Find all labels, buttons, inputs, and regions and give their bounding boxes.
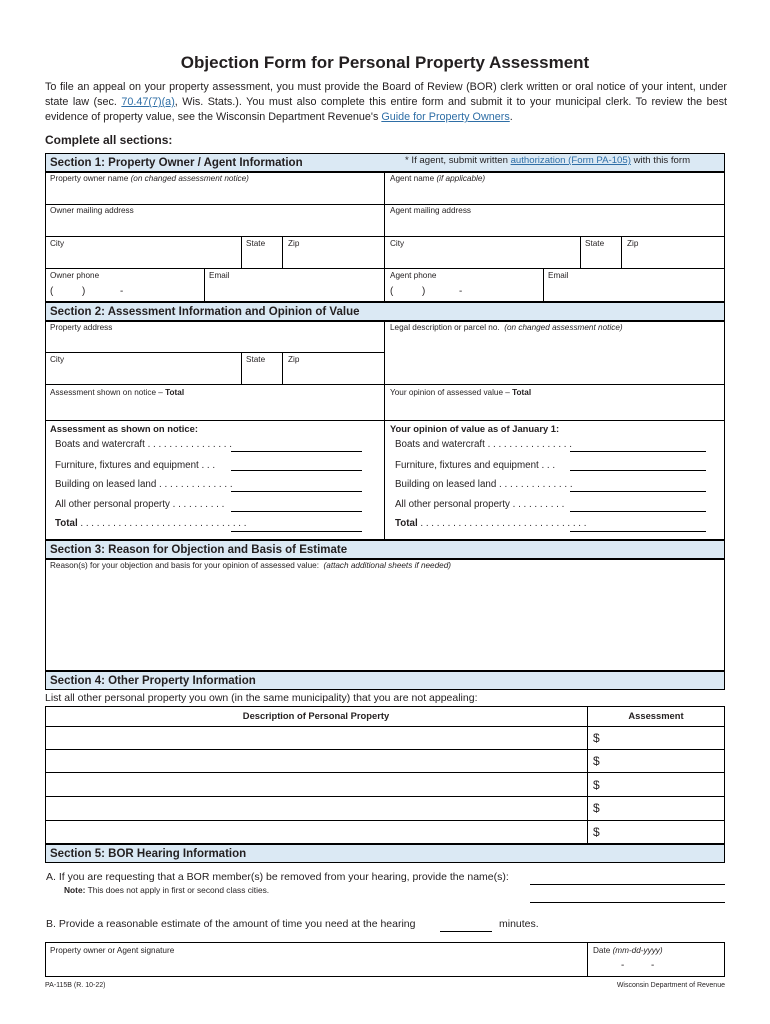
intro-text-1: To file an appeal on your property assessment, you must provide the Board of Review (BOR) clerk written or oral notice of your intent, under state law (sec.: [45, 81, 727, 108]
assess-item-other: [55, 499, 224, 510]
owner-zip-field[interactable]: Zip: [288, 239, 300, 248]
bor-removal-text: A. If you are requesting that a BOR member(s) be removed from your hearing, provide the name(s):: [46, 871, 509, 883]
intro-paragraph: [45, 80, 727, 125]
opinion-boats-line[interactable]: [570, 451, 706, 452]
section1-title: Section 1: Property Owner / Agent Information: [50, 157, 303, 169]
date-label: Date: [593, 946, 611, 955]
opinion-item-total: [395, 518, 586, 529]
form-title: Objection Form for Personal Property Assessment: [180, 53, 590, 72]
section4-instruction: List all other personal property you own (in the same municipality) that you are not appealing:: [45, 692, 478, 704]
intro-text-2: , Wis. Stats.). You must also complete this entire form and submit it to your municipal clerk. To review the best evidence of property value, see the Wisconsin Department Revenue's: [45, 96, 727, 123]
agent-phone-field[interactable]: Agent phone: [390, 271, 437, 280]
owner-name-field[interactable]: [50, 174, 249, 183]
agent-phone-open: (: [390, 286, 394, 297]
owner-name-note: (on changed assessment notice): [130, 174, 249, 183]
reason-note: (attach additional sheets if needed): [323, 561, 451, 570]
agent-note-suffix: with this form: [630, 155, 691, 166]
bor-note: [64, 885, 269, 895]
owner-phone-dash: -: [120, 286, 124, 297]
assessment-total-bold: Total: [165, 388, 185, 397]
assess-boats-dots: . . . . . . . . . . . . . . . .: [144, 439, 232, 450]
opinion-building-line[interactable]: [570, 491, 706, 492]
reason-label-text: Reason(s) for your objection and basis for your opinion of assessed value:: [50, 561, 319, 570]
assess-building-line[interactable]: [231, 491, 362, 492]
assessment-total-field[interactable]: [50, 388, 184, 397]
property-zip-field[interactable]: Zip: [288, 355, 300, 364]
assess-total-label: Total: [55, 518, 78, 529]
row1-assessment[interactable]: $: [593, 731, 600, 745]
assessment-heading: Assessment as shown on notice:: [50, 423, 198, 434]
opinion-item-boats: [395, 439, 572, 450]
opinion-other-label: All other personal property: [395, 499, 510, 510]
opinion-total-line[interactable]: [570, 531, 706, 532]
date-field[interactable]: [593, 946, 663, 955]
opinion-furniture-line[interactable]: [570, 470, 706, 471]
opinion-total-row-label: Total: [395, 518, 418, 529]
opinion-total-bold: Total: [512, 388, 532, 397]
assess-boats-label: Boats and watercraft: [55, 439, 145, 450]
bor-removal-line-2[interactable]: [530, 902, 725, 903]
assess-building-dots: . . . . . . . . . . . . . .: [156, 479, 233, 490]
hearing-time-text: B. Provide a reasonable estimate of the amount of time you need at the hearing: [46, 918, 416, 930]
property-address-field[interactable]: Property address: [50, 323, 113, 332]
agent-note: [405, 155, 690, 166]
section3-header: [45, 540, 725, 559]
agent-state-field[interactable]: State: [585, 239, 605, 248]
assess-item-total: [55, 518, 246, 529]
agent-phone-dash: -: [459, 286, 463, 297]
section5-title: Section 5: BOR Hearing Information: [50, 848, 247, 860]
opinion-total-label: Your opinion of assessed value –: [390, 388, 513, 397]
assess-total-dots: . . . . . . . . . . . . . . . . . . . . . . . . . . . . . . .: [77, 518, 247, 529]
opinion-heading: Your opinion of value as of January 1:: [390, 423, 560, 434]
opinion-furniture-label: Furniture, fixtures and equipment: [395, 460, 539, 471]
agent-city-field[interactable]: City: [390, 239, 405, 248]
legal-description-note: (on changed assessment notice): [504, 323, 623, 332]
row3-assessment[interactable]: $: [593, 778, 600, 792]
row2-assessment[interactable]: $: [593, 754, 600, 768]
opinion-item-furniture: [395, 460, 555, 471]
form-id: PA-115B (R. 10-22): [45, 982, 106, 989]
legal-description-label: Legal description or parcel no.: [390, 323, 500, 332]
bor-note-text: This does not apply in first or second class cities.: [85, 885, 270, 895]
owner-phone-field[interactable]: Owner phone: [50, 271, 100, 280]
assess-furniture-dots: . . .: [198, 460, 216, 471]
date-dash-2: -: [651, 960, 655, 971]
opinion-total-field[interactable]: [390, 388, 531, 397]
assess-furniture-label: Furniture, fixtures and equipment: [55, 460, 199, 471]
assess-item-furniture: [55, 460, 215, 471]
assess-furniture-line[interactable]: [231, 470, 362, 471]
section4-header: [45, 671, 725, 690]
assess-total-line[interactable]: [231, 531, 362, 532]
opinion-furniture-dots: . . .: [538, 460, 556, 471]
signature-field[interactable]: Property owner or Agent signature: [50, 946, 175, 955]
opinion-item-building: [395, 479, 573, 490]
date-dash-1: -: [621, 960, 625, 971]
agent-phone-close: ): [422, 286, 426, 297]
owner-state-field[interactable]: State: [246, 239, 266, 248]
authorization-link[interactable]: authorization (Form PA-105): [510, 155, 631, 166]
opinion-item-other: [395, 499, 564, 510]
assess-other-dots: . . . . . . . . . .: [169, 499, 225, 510]
owner-city-field[interactable]: City: [50, 239, 65, 248]
opinion-boats-dots: . . . . . . . . . . . . . . . .: [484, 439, 572, 450]
intro-text-3: .: [509, 111, 513, 123]
agency-name: Wisconsin Department of Revenue: [616, 982, 725, 989]
date-format: (mm-dd-yyyy): [612, 946, 663, 955]
assess-other-label: All other personal property: [55, 499, 170, 510]
opinion-other-line[interactable]: [570, 511, 706, 512]
bor-removal-line-1[interactable]: [530, 884, 725, 885]
reason-label: [50, 561, 451, 570]
row5-assessment[interactable]: $: [593, 825, 600, 839]
property-city-field[interactable]: City: [50, 355, 65, 364]
hearing-time-suffix: minutes.: [499, 918, 539, 930]
section1-grid: [45, 172, 725, 302]
guide-link[interactable]: Guide for Property Owners: [381, 111, 510, 123]
agent-note-prefix: * If agent, submit written: [405, 155, 511, 166]
agent-name-label: Agent name: [390, 174, 435, 183]
section2-title: Section 2: Assessment Information and Opinion of Value: [50, 306, 360, 318]
assess-other-line[interactable]: [231, 511, 362, 512]
property-state-field[interactable]: State: [246, 355, 266, 364]
complete-all-heading: Complete all sections:: [45, 133, 173, 147]
statute-link[interactable]: 70.47(7)(a): [121, 96, 175, 108]
reason-textarea[interactable]: [45, 559, 725, 671]
col-assessment-header: Assessment: [628, 710, 684, 721]
opinion-total-dots: . . . . . . . . . . . . . . . . . . . . . . . . . . . . . . .: [417, 518, 587, 529]
agent-zip-field[interactable]: Zip: [627, 239, 639, 248]
assessment-total-label: Assessment shown on notice –: [50, 388, 166, 397]
opinion-boats-label: Boats and watercraft: [395, 439, 485, 450]
opinion-other-dots: . . . . . . . . . .: [509, 499, 565, 510]
owner-mailing-field[interactable]: Owner mailing address: [50, 206, 134, 215]
legal-description-field[interactable]: [390, 323, 623, 332]
row4-assessment[interactable]: $: [593, 801, 600, 815]
section2-header: [45, 302, 725, 321]
assess-boats-line[interactable]: [231, 451, 362, 452]
assess-building-label: Building on leased land: [55, 479, 157, 490]
hearing-time-input[interactable]: [440, 931, 492, 932]
section5-header: [45, 844, 725, 863]
agent-name-note: (if applicable): [436, 174, 486, 183]
owner-email-field[interactable]: Email: [209, 271, 230, 280]
bor-note-label: Note:: [64, 885, 86, 895]
owner-name-label: Property owner name: [50, 174, 129, 183]
agent-email-field[interactable]: Email: [548, 271, 569, 280]
assess-item-building: [55, 479, 233, 490]
opinion-building-dots: . . . . . . . . . . . . . .: [496, 479, 573, 490]
section3-title: Section 3: Reason for Objection and Basis of Estimate: [50, 544, 348, 556]
col-description-header: Description of Personal Property: [242, 710, 390, 721]
owner-phone-open: (: [50, 286, 54, 297]
agent-name-field[interactable]: [390, 174, 485, 183]
opinion-building-label: Building on leased land: [395, 479, 497, 490]
owner-phone-close: ): [82, 286, 86, 297]
section4-title: Section 4: Other Property Information: [50, 675, 256, 687]
assess-item-boats: [55, 439, 232, 450]
agent-mailing-field[interactable]: Agent mailing address: [390, 206, 472, 215]
